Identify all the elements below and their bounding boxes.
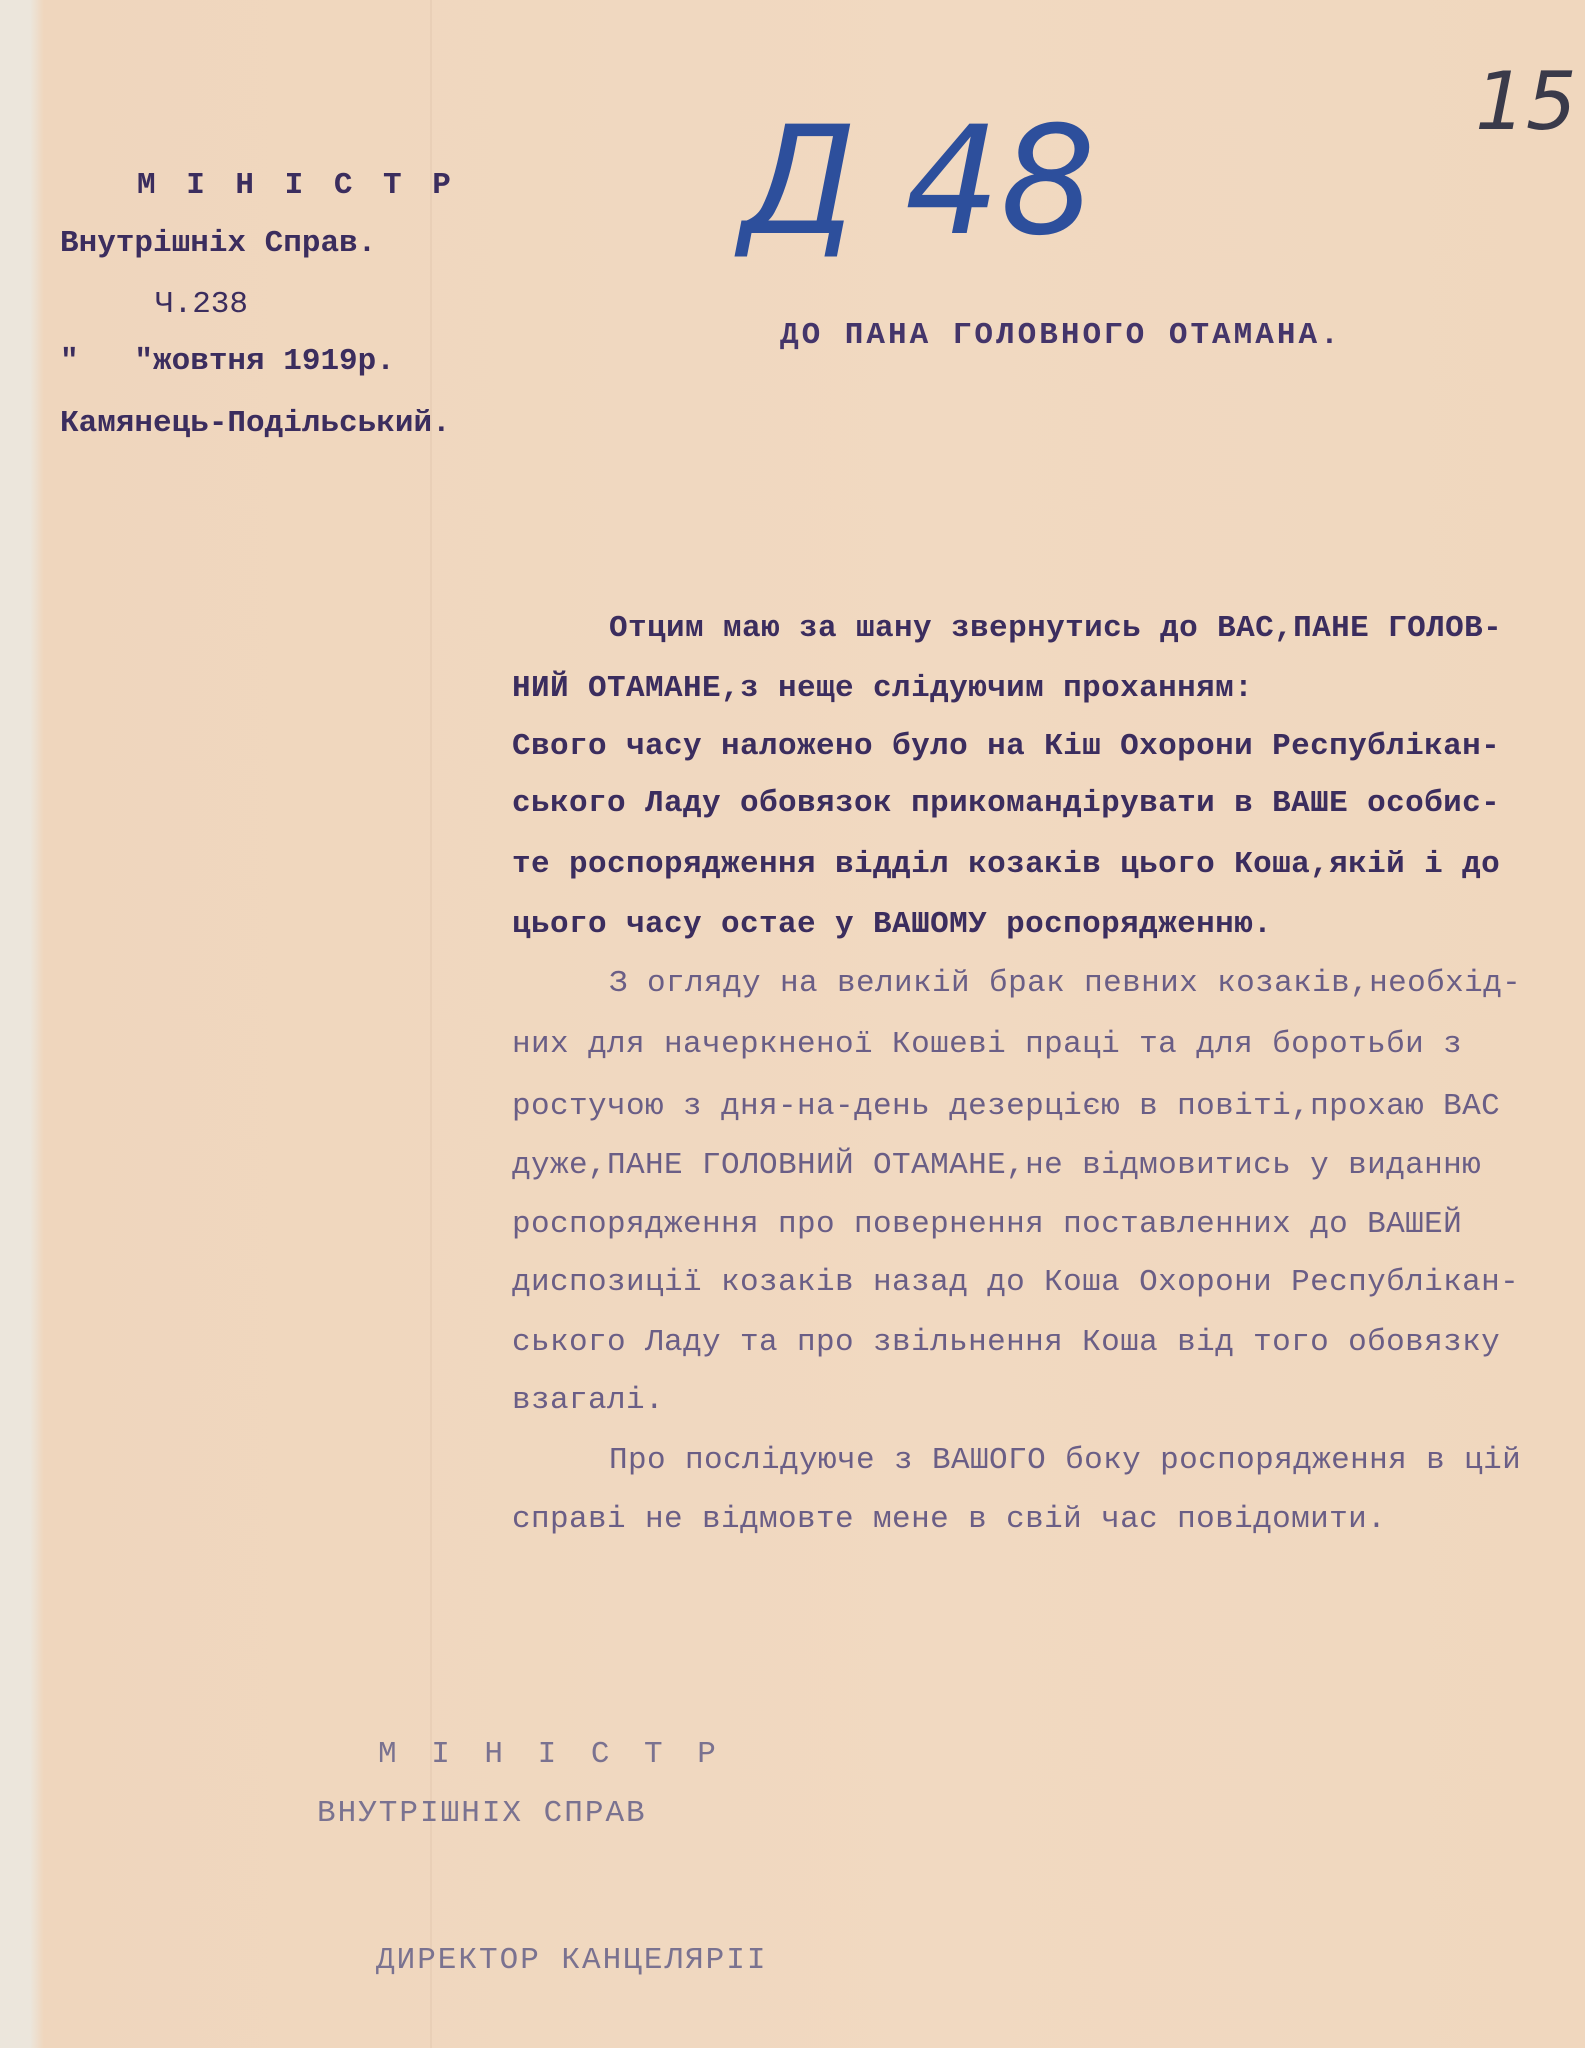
handwritten-file-mark: Д 48	[740, 95, 1096, 269]
body-line: Свого часу наложено було на Кіш Охорони Республікан-	[512, 729, 1501, 764]
letterhead-place: Камянець-Подільський.	[60, 406, 451, 441]
letterhead-number: Ч.238	[155, 287, 249, 322]
body-line: те роспорядження відділ козаків цього Коша,якій і до	[512, 847, 1501, 882]
body-line: НИЙ ОТАМАНЕ,з неще слідуючим проханням:	[512, 671, 1254, 706]
body-line: них для начеркненої Кошеві праці та для боротьби з	[512, 1027, 1463, 1062]
letterhead-date: " "жовтня 1919р.	[60, 344, 395, 379]
signature-department: ВНУТРІШНІХ СПРАВ	[317, 1796, 647, 1831]
body-line: диспозиції козаків назад до Коша Охорони Республікан-	[512, 1265, 1520, 1300]
handwritten-page-number: 15	[1475, 55, 1577, 148]
body-line: Отцим маю за шану звернутись до ВАС,ПАНЕ ГОЛОВ-	[609, 611, 1503, 646]
body-line: справі не відмовте мене в свій час повідомити.	[512, 1502, 1387, 1537]
body-line: роспорядження про повернення поставленних до ВАШЕЙ	[512, 1207, 1463, 1242]
addressee-title: ДО ПАНА ГОЛОВНОГО ОТАМАНА.	[780, 318, 1342, 353]
body-line: цього часу остае у ВАШОМУ роспорядженню.	[512, 907, 1273, 942]
signature-minister: М І Н І С Т Р	[378, 1737, 724, 1772]
body-line: ського Ладу та про звільнення Коша від того обовязку	[512, 1325, 1501, 1360]
body-line: дуже,ПАНЕ ГОЛОВНИЙ ОТАМАНЕ,не відмовитись у виданню	[512, 1148, 1482, 1183]
letterhead-ministry: М І Н І С Т Р	[137, 168, 457, 203]
body-line: ростучою з дня-на-день дезерцією в повіті,прохаю ВАС	[512, 1089, 1501, 1124]
letterhead-department: Внутрішніх Справ.	[60, 226, 377, 261]
body-line: ського Ладу обовязок прикомандірувати в ВАШЕ особис-	[512, 786, 1501, 821]
signature-director: ДИРЕКТОР КАНЦЕЛЯРІІ	[376, 1943, 768, 1978]
body-line: Про послідуюче з ВАШОГО боку роспорядження в цій	[609, 1443, 1522, 1478]
body-line: З огляду на великій брак певних козаків,необхід-	[609, 966, 1522, 1001]
body-line: взагалі.	[512, 1383, 665, 1418]
